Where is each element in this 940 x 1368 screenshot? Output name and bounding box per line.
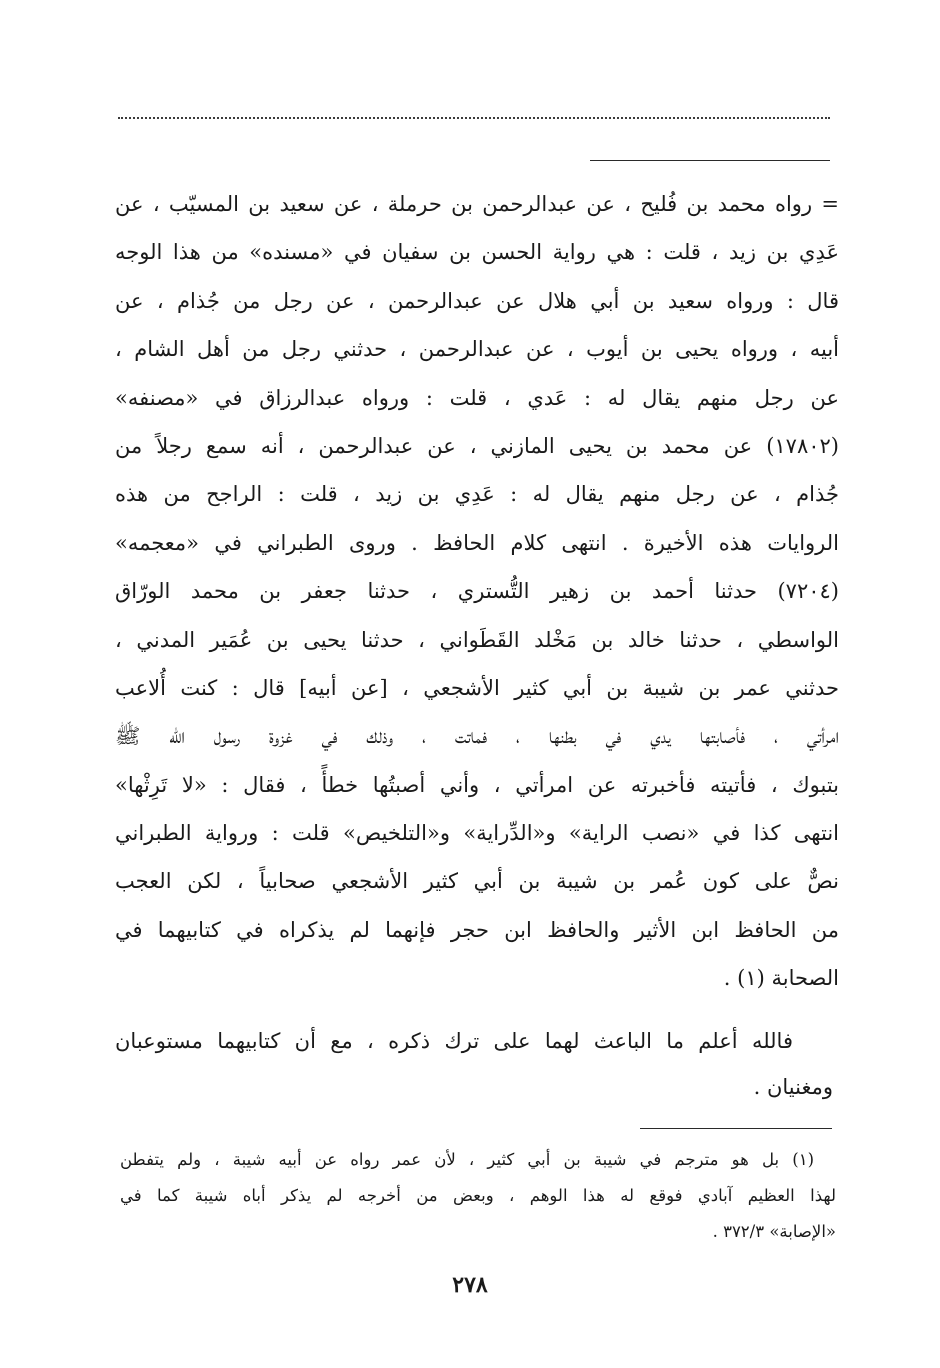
text-line: جُذام ، عن رجل منهم يقال له : عَدِي بن زيد ، قلت : الراجح من هذه bbox=[115, 482, 839, 507]
text-line: ومغنيان . bbox=[753, 1075, 833, 1099]
header-dotted-rule bbox=[118, 117, 830, 119]
text-line: نصٌّ على كون عُمر بن شيبة بن أبي كثير الأشجعي صحابياً ، لكن العجب bbox=[115, 869, 839, 894]
main-paragraph bbox=[115, 180, 839, 1003]
second-paragraph bbox=[115, 1018, 833, 1110]
text-line: بتبوك ، فأتيته فأخبرته عن امرأتي ، وأني أصبتُها خطأً ، فقال : «لا تَرِثْها» bbox=[115, 772, 839, 797]
text-line: الروايات هذه الأخيرة . انتهى كلام الحافظ . وروى الطبراني في «معجمه» bbox=[115, 530, 839, 555]
footnote-line: (١) بل هو مترجم في شيبة بن أبي كثير ، لأن عمر رواه عن أبيه شيبة ، ولم يتفطن bbox=[120, 1150, 814, 1169]
text-line: امرأتي ، فأصابتها يدي في بطنها ، فماتت ، وذلك في غزوة رسول الله ﷺ bbox=[115, 724, 839, 749]
text-line: انتهى كذا في «نصب الراية» و«الدِّراية» و«التلخيص» قلت : ورواية الطبراني bbox=[115, 821, 839, 846]
page-number: ٢٧٨ bbox=[452, 1272, 488, 1298]
text-line: قال : ورواه سعيد بن أبي هلال عن عبدالرحمن ، عن رجل من جُذام ، عن bbox=[115, 288, 839, 313]
text-line: (٧٢٠٤) حدثنا أحمد بن زهير التُّستري ، حدثنا جعفر بن محمد الورّاق bbox=[115, 579, 839, 604]
footnote-separator bbox=[640, 1128, 832, 1129]
text-line: أبيه ، ورواه يحيى بن أيوب ، عن عبدالرحمن ، حدثني رجل من أهل الشام ، bbox=[115, 337, 839, 362]
text-line: فالله أعلم ما الباعث لهما على ترك ذكره ، مع أن كتابيهما مستوعبان bbox=[115, 1029, 793, 1053]
text-line: (١٧٨٠٢) عن محمد بن يحيى المازني ، عن عبدالرحمن ، أنه سمع رجلاً من bbox=[115, 433, 839, 458]
text-line: = رواه محمد بن فُليح ، عن عبدالرحمن بن حرملة ، عن سعيد بن المسيّب ، عن bbox=[115, 192, 839, 216]
footnote-line: «الإصابة» ٣٧٢/٣ . bbox=[712, 1222, 836, 1241]
text-line: عَدِي بن زيد ، قلت : هي رواية الحسن بن سفيان في «مسنده» من هذا الوجه bbox=[115, 240, 839, 265]
footnote-block bbox=[120, 1142, 836, 1250]
text-line: حدثني عمر بن شيبة بن أبي كثير الأشجعي ، [عن أبيه] قال : كنت أُلاعب bbox=[115, 675, 839, 700]
footnote-line: لهذا العظيم آبادي فوقع له هذا الوهم ، وبعض من أخرجه لم يذكر أباه شيبة كما في bbox=[120, 1186, 836, 1205]
text-line: من الحافظ ابن الأثير والحافظ ابن حجر فإنهما لم يذكراه في كتابيهما في bbox=[115, 917, 839, 942]
continuation-rule bbox=[590, 160, 830, 161]
text-line: الواسطي ، حدثنا خالد بن مَخْلد القَطَواني ، حدثنا يحيى بن عُمَير المدني ، bbox=[115, 627, 839, 652]
text-line: الصحابة (١) . bbox=[723, 966, 839, 991]
text-line: عن رجل منهم يقال له : عَدي ، قلت : ورواه عبدالرزاق في «مصنفه» bbox=[115, 385, 839, 410]
